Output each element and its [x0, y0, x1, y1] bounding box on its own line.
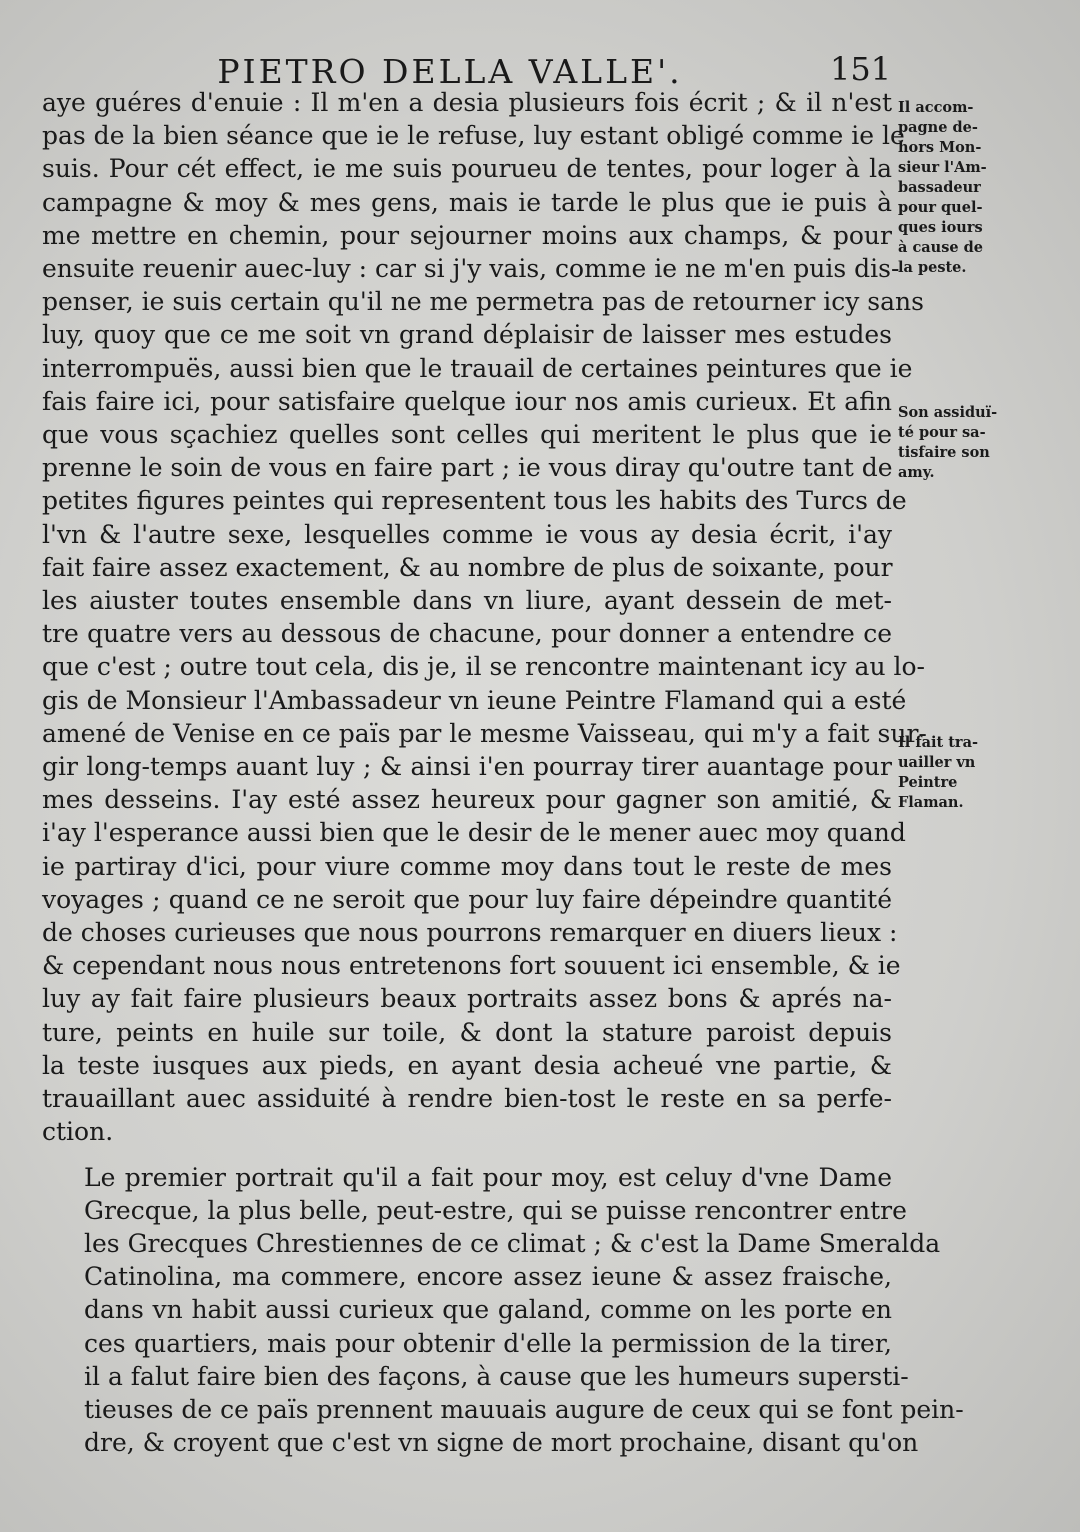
text-line: Le premier portrait qu'il a fait pour moy, est celuy d'vne Dame	[84, 1162, 892, 1192]
text-line: aye guéres d'enuie : Il m'en a desia plusieurs fois écrit ; & il n'est	[42, 88, 892, 117]
text-line: fait faire assez exactement, & au nombre de plus de soixante, pour	[42, 552, 893, 582]
text-line: ensuite reuenir auec-luy : car si j'y vais, comme ie ne m'en puis dis-	[42, 254, 900, 284]
margin-note-line: tisfaire son	[898, 444, 990, 461]
margin-note-ambassador	[898, 98, 1078, 278]
text-line: gir long-temps auant luy ; & ainsi i'en pourray tirer auantage pour	[42, 752, 892, 782]
text-line: suis. Pour cét effect, ie me suis pourueu de tentes, pour loger à la	[42, 154, 892, 184]
text-line: que c'est ; outre tout cela, dis je, il se rencontre maintenant icy au lo-	[42, 652, 926, 682]
text-line: dre, & croyent que c'est vn signe de mort prochaine, disant qu'on	[84, 1428, 919, 1458]
text-line: me mettre en chemin, pour sejourner moins aux champs, & pour	[42, 220, 892, 250]
text-line: petites figures peintes qui representent tous les habits des Turcs de	[42, 486, 907, 516]
text-line: luy, quoy que ce me soit vn grand déplaisir de laisser mes estudes	[42, 320, 892, 350]
margin-note-line: Il fait tra-	[898, 734, 978, 751]
text-line: tre quatre vers au dessous de chacune, pour donner a entendre ce	[42, 619, 892, 649]
text-line: fais faire ici, pour satisfaire quelque iour nos amis curieux. Et afin	[42, 386, 892, 416]
text-line: Catinolina, ma commere, encore assez ieune & assez fraische,	[84, 1262, 892, 1292]
margin-note-line: ques iours	[898, 219, 983, 236]
text-line: ture, peints en huile sur toile, & dont la stature paroist depuis	[42, 1017, 892, 1047]
margin-note-line: Flaman.	[898, 794, 964, 811]
text-line: Grecque, la plus belle, peut-estre, qui se puisse rencontrer entre	[84, 1195, 907, 1225]
text-line: amené de Venise en ce païs par le mesme Vaisseau, qui m'y a fait sur-	[42, 718, 927, 748]
margin-note-line: Peintre	[898, 774, 958, 791]
text-line: trauaillant auec assiduité à rendre bien-tost le reste en sa perfe-	[42, 1084, 892, 1114]
text-line: luy ay fait faire plusieurs beaux portraits assez bons & aprés na-	[42, 984, 892, 1014]
paragraph-2	[42, 1161, 964, 1460]
text-line: les aiuster toutes ensemble dans vn liure, ayant dessein de met-	[42, 586, 892, 616]
text-line: l'vn & l'autre sexe, lesquelles comme ie vous ay desia écrit, i'ay	[42, 519, 892, 549]
text-line: & cependant nous nous entretenons fort souuent ici ensemble, & ie	[42, 951, 901, 981]
margin-note-assiduity	[898, 403, 1078, 483]
margin-note-line: sieur l'Am-	[898, 159, 987, 176]
margin-note-painter	[898, 733, 1078, 813]
text-line: les Grecques Chrestiennes de ce climat ; & c'est la Dame Smeralda	[84, 1228, 941, 1258]
text-line: prenne le soin de vous en faire part ; ie vous diray qu'outre tant de	[42, 453, 893, 483]
margin-note-line: pour quel-	[898, 199, 983, 216]
page-number: 151	[830, 50, 892, 88]
text-line: de choses curieuses que nous pourrons remarquer en diuers lieux :	[42, 918, 898, 948]
margin-note-line: hors Mon-	[898, 139, 982, 156]
text-line: interrompuës, aussi bien que le trauail de certaines peintures que ie	[42, 353, 913, 383]
margin-note-line: Il accom-	[898, 99, 974, 116]
text-line: ie partiray d'ici, pour viure comme moy dans tout le reste de mes	[42, 851, 892, 881]
margin-note-line: pagne de-	[898, 119, 978, 136]
text-line: mes desseins. I'ay esté assez heureux pour gagner son amitié, &	[42, 785, 892, 815]
text-line: pas de la bien séance que ie le refuse, luy estant obligé comme ie le	[42, 121, 905, 151]
margin-note-line: la peste.	[898, 259, 967, 276]
text-line: gis de Monsieur l'Ambassadeur vn ieune Peintre Flamand qui a esté	[42, 685, 907, 715]
text-line: voyages ; quand ce ne seroit que pour luy faire dépeindre quantité	[42, 884, 892, 914]
text-line: penser, ie suis certain qu'il ne me permetra pas de retourner icy sans	[42, 287, 924, 317]
margin-note-line: té pour sa-	[898, 424, 986, 441]
margin-note-line: bassadeur	[898, 179, 981, 196]
text-line: la teste iusques aux pieds, en ayant desia acheué vne partie, &	[42, 1050, 892, 1080]
margin-note-line: à cause de	[898, 239, 984, 256]
running-head: PIETRO DELLA VALLE'.	[217, 52, 683, 91]
margin-note-line: uailler vn	[898, 754, 976, 771]
text-line: campagne & moy & mes gens, mais ie tarde le plus que ie puis à	[42, 187, 892, 217]
margin-note-line: Son assiduï-	[898, 404, 998, 421]
text-line: i'ay l'esperance aussi bien que le desir de le mener auec moy quand	[42, 818, 906, 848]
text-line: tieuses de ce païs prennent mauuais augure de ceux qui se font pein-	[84, 1394, 964, 1424]
margin-note-line: amy.	[898, 464, 935, 481]
text-line: ction.	[42, 1117, 114, 1147]
text-line: il a falut faire bien des façons, à cause que les humeurs supersti-	[84, 1361, 909, 1391]
text-line: dans vn habit aussi curieux que galand, comme on les porte en	[84, 1295, 892, 1325]
text-line: ces quartiers, mais pour obtenir d'elle la permission de la tirer,	[84, 1328, 892, 1358]
text-line: que vous sçachiez quelles sont celles qui meritent le plus que ie	[42, 420, 892, 450]
